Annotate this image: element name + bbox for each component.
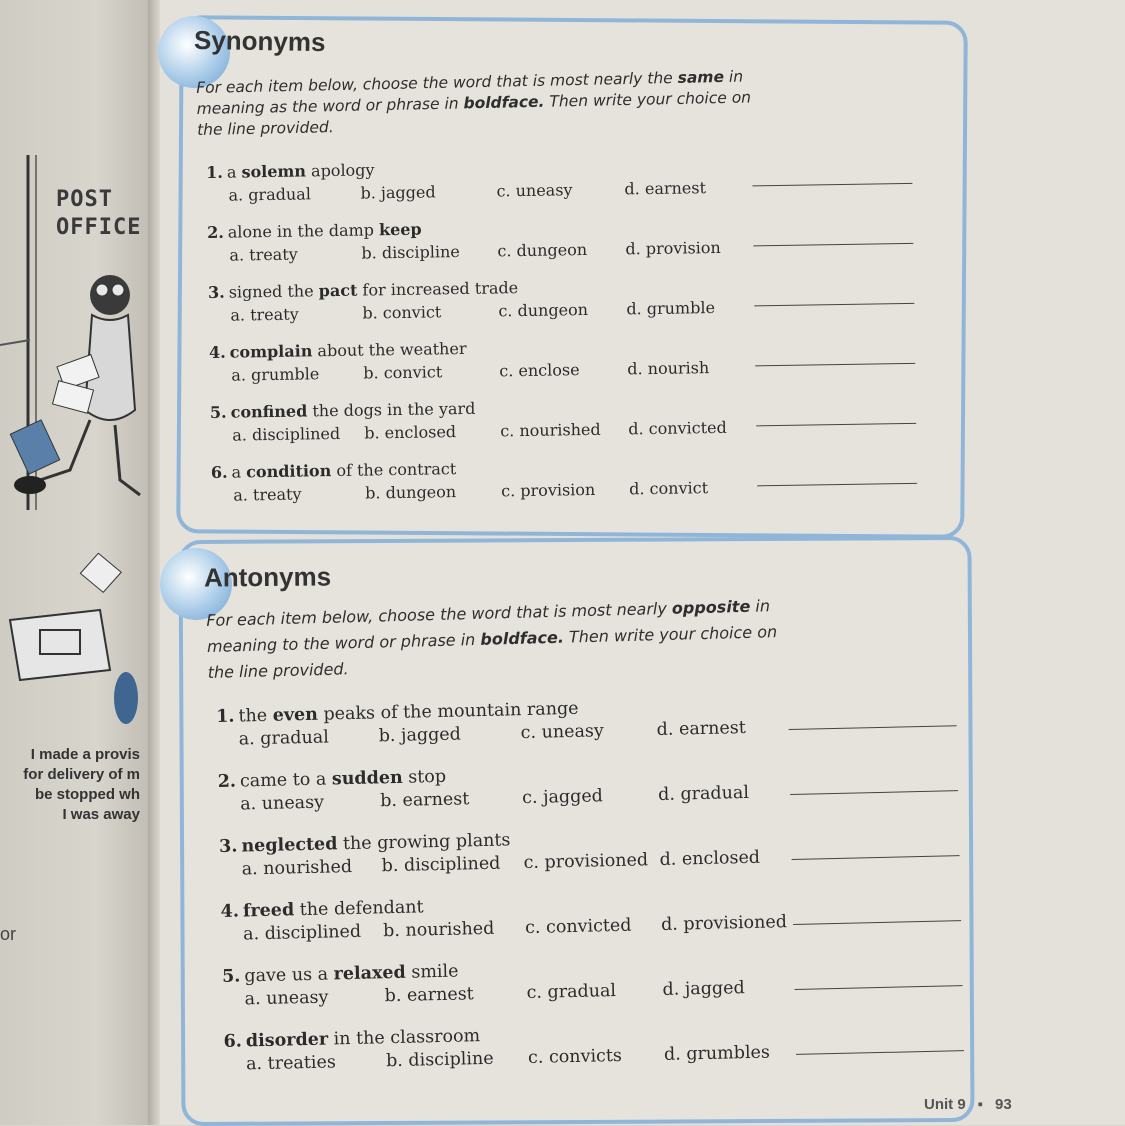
choice-a[interactable]: a. gradual (228, 184, 311, 204)
choice-a[interactable]: a. uneasy (244, 988, 328, 1010)
choice-c[interactable]: c. dungeon (498, 300, 588, 320)
answer-choices (211, 481, 521, 510)
answer-choices (207, 241, 517, 270)
prompt-text: the growing plants (337, 830, 510, 854)
target-word: confined (230, 401, 307, 421)
answer-choices (208, 301, 518, 330)
choice-a[interactable]: a. uneasy (240, 793, 324, 815)
prompt-text: alone in the damp (228, 220, 380, 241)
question-item (210, 397, 521, 462)
choice-c[interactable]: c. nourished (500, 420, 601, 441)
question-number: 5. (222, 967, 241, 987)
choice-c[interactable]: c. uneasy (496, 180, 572, 200)
question-number: 5. (210, 403, 227, 422)
choice-a[interactable]: a. disciplined (243, 922, 361, 945)
question-prompt (210, 397, 520, 424)
prompt-text: in the classroom (328, 1026, 480, 1049)
question-prompt (207, 217, 517, 244)
target-word: relaxed (333, 963, 406, 985)
prompt-text: peaks of the mountain range (318, 699, 579, 725)
question-item (206, 157, 517, 222)
question-item (220, 893, 584, 966)
prompt-text: a (231, 462, 246, 481)
instr-text: Then write your choice on the line provided. (207, 622, 777, 682)
choice-d[interactable]: d. enclosed (659, 848, 760, 870)
target-word: keep (379, 220, 422, 240)
target-word: freed (243, 900, 295, 921)
question-number: 1. (216, 707, 235, 727)
choice-c[interactable]: c. dungeon (497, 240, 587, 260)
illustration-caption: I made a provis for delivery of m be stopped wh I was away (10, 745, 140, 825)
prompt-text: about the weather (312, 339, 466, 360)
answer-choices (209, 361, 519, 390)
page-footer (924, 1096, 1012, 1113)
answer-choices (210, 421, 520, 450)
choice-b[interactable]: b. convict (363, 362, 442, 382)
choice-a[interactable]: a. treaty (233, 485, 302, 505)
choice-d[interactable]: d. convict (629, 478, 708, 498)
choice-d[interactable]: d. provision (625, 238, 721, 258)
instr-emphasis: same (677, 68, 724, 87)
question-prompt (206, 157, 516, 184)
instr-text: in meaning as the word or phrase in (196, 68, 743, 118)
choice-d[interactable]: d. earnest (624, 178, 706, 198)
prompt-text: smile (406, 962, 459, 983)
choice-d[interactable]: d. gradual (658, 783, 749, 805)
target-word: pact (319, 281, 358, 301)
choice-a[interactable]: a. treaty (229, 245, 298, 265)
choice-b[interactable]: b. jagged (360, 182, 435, 202)
choice-c[interactable]: c. provision (501, 480, 595, 500)
target-word: disorder (246, 1030, 329, 1052)
choice-a[interactable]: a. treaties (246, 1052, 336, 1074)
target-word: neglected (241, 834, 337, 856)
antonyms-title: Antonyms (204, 561, 331, 593)
choice-c[interactable]: c. gradual (526, 981, 616, 1003)
choice-c[interactable]: c. uneasy (520, 721, 604, 743)
question-item (216, 698, 580, 771)
question-number: 1. (206, 163, 223, 182)
choice-b[interactable]: b. discipline (361, 242, 460, 263)
choice-c[interactable]: c. convicted (525, 916, 632, 938)
question-number: 2. (207, 223, 224, 242)
target-word: sudden (332, 768, 403, 790)
prompt-text: the defendant (294, 897, 424, 920)
unit-label: Unit 9 (924, 1096, 966, 1113)
question-item (211, 457, 522, 522)
prompt-text: apology (306, 160, 375, 180)
choice-b[interactable]: b. discipline (386, 1049, 494, 1071)
antonyms-items (216, 698, 587, 1096)
prompt-text: came to a (240, 769, 332, 791)
prompt-text: signed the (229, 281, 319, 301)
sign-line-2: OFFICE (56, 214, 146, 242)
sign-line-1: POST (56, 186, 146, 214)
choice-a[interactable]: a. grumble (231, 364, 319, 384)
choice-d[interactable]: d. grumbles (664, 1043, 770, 1065)
choice-b[interactable]: b. nourished (383, 919, 495, 942)
question-number: 4. (209, 343, 226, 362)
choice-b[interactable]: b. disciplined (381, 854, 500, 877)
choice-d[interactable]: d. convicted (628, 418, 727, 439)
target-word: even (273, 705, 319, 726)
choice-b[interactable]: b. dungeon (365, 482, 456, 502)
choice-a[interactable]: a. nourished (241, 857, 352, 880)
instr-bold: boldface. (480, 628, 564, 649)
prompt-text: gave us a (244, 964, 334, 986)
choice-c[interactable]: c. enclose (499, 360, 580, 380)
target-word: complain (230, 341, 313, 361)
prompt-text: the dogs in the yard (307, 399, 475, 421)
choice-c[interactable]: c. provisioned (523, 850, 648, 873)
post-office-sign (56, 186, 146, 242)
synonyms-title: Synonyms (194, 25, 326, 58)
prompt-text: the (238, 706, 273, 727)
choice-b[interactable]: b. convict (362, 302, 441, 322)
question-item (208, 277, 519, 342)
choice-b[interactable]: b. earnest (380, 789, 470, 811)
question-number: 4. (220, 902, 239, 922)
question-number: 2. (217, 772, 236, 792)
question-prompt (211, 457, 521, 484)
question-number: 3. (208, 283, 225, 302)
question-item (222, 958, 586, 1031)
question-prompt (209, 337, 519, 364)
question-item (219, 828, 583, 901)
question-item (207, 217, 518, 282)
choice-a[interactable]: a. treaty (230, 305, 299, 325)
answer-choices (206, 181, 516, 210)
target-word: solemn (241, 161, 306, 181)
choice-d[interactable]: d. nourish (627, 358, 709, 378)
footer-separator: ▪ (978, 1096, 983, 1113)
antonyms-instructions (206, 593, 788, 686)
choice-c[interactable]: c. jagged (522, 786, 603, 808)
instr-text: For each item below, choose the word that is most nearly the (196, 69, 678, 97)
prompt-text: for increased trade (357, 278, 518, 300)
synonyms-items (206, 157, 522, 522)
question-number: 6. (223, 1032, 242, 1052)
left-page-text-fragment: or (0, 924, 16, 945)
choice-b[interactable]: b. enclosed (364, 422, 456, 442)
question-item (223, 1023, 587, 1096)
prompt-text: of the contract (331, 459, 456, 480)
prompt-text: stop (403, 767, 447, 788)
instr-emphasis: opposite (672, 597, 751, 618)
target-word: condition (246, 461, 331, 481)
choice-a[interactable]: a. gradual (239, 727, 330, 749)
choice-c[interactable]: c. convicts (528, 1046, 622, 1068)
prompt-text: a (227, 162, 242, 181)
choice-b[interactable]: b. earnest (384, 984, 474, 1006)
choice-b[interactable]: b. jagged (379, 724, 462, 746)
synonyms-instructions (196, 66, 757, 141)
question-item (217, 763, 581, 836)
instr-text: Then write your choice on the line provided. (197, 88, 751, 139)
page-number: 93 (995, 1096, 1012, 1113)
choice-d[interactable]: d. jagged (662, 978, 745, 1000)
choice-d[interactable]: d. grumble (626, 298, 715, 318)
choice-d[interactable]: d. earnest (656, 718, 746, 740)
instr-text: For each item below, choose the word that is most nearly (206, 599, 672, 630)
instr-text: in meaning to the word or phrase in (207, 596, 770, 656)
instr-bold: boldface. (463, 93, 544, 113)
question-number: 6. (211, 463, 228, 482)
question-number: 3. (219, 837, 238, 857)
question-item (209, 337, 520, 402)
choice-d[interactable]: d. provisioned (661, 912, 787, 935)
choice-a[interactable]: a. disciplined (232, 424, 340, 445)
question-prompt (208, 277, 518, 304)
